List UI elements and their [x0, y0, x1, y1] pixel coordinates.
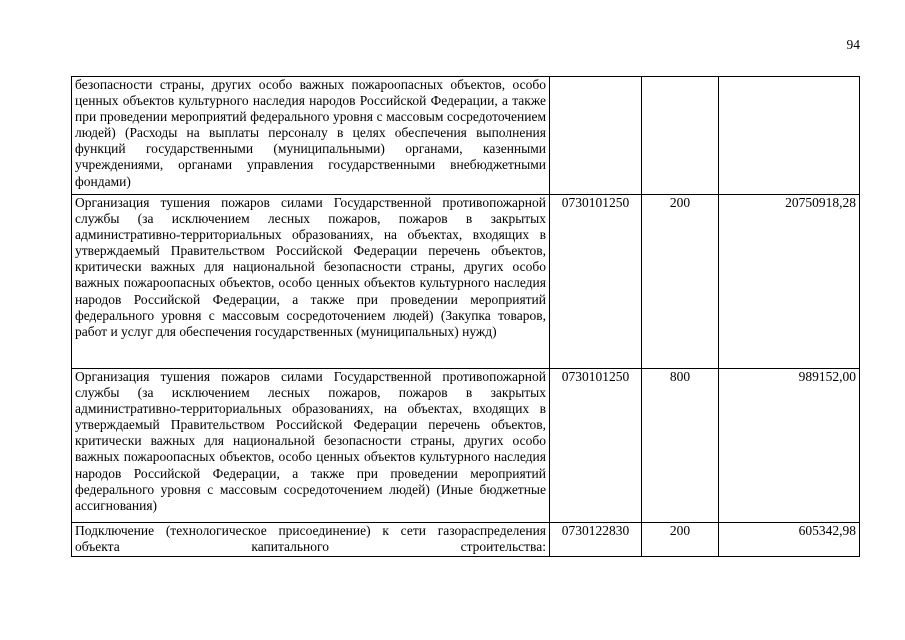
row-sum: 989152,00	[719, 369, 860, 523]
row-sum	[719, 77, 860, 195]
row-expense-kind: 200	[642, 195, 719, 369]
row-target-code: 0730101250	[550, 195, 642, 369]
row-description: безопасности страны, других особо важных пожароопасных объектов, особо ценных объектов культурного наследия народов Российской Федерации, а также при проведении мероприятий федерального уровня с массовым сосредоточением людей) (Расходы на выплаты персоналу в целях обеспечения выполнения функций государственными (муниципальными) органами, казенными учреждениями, органами управления государственными внебюджетными фондами)	[72, 77, 550, 195]
budget-table	[71, 76, 860, 557]
row-target-code: 0730101250	[550, 369, 642, 523]
page-number: 94	[846, 37, 860, 52]
row-description-text: Подключение (технологическое присоединение) к сети газораспределения объекта капитального строительства:	[75, 523, 546, 555]
row-sum: 20750918,28	[719, 195, 860, 369]
row-description	[72, 523, 550, 557]
table-row	[72, 369, 860, 523]
table-row	[72, 195, 860, 369]
table-row	[72, 77, 860, 195]
row-target-code: 0730122830	[550, 523, 642, 557]
table-row	[72, 523, 860, 557]
row-expense-kind: 200	[642, 523, 719, 557]
row-description: Организация тушения пожаров силами Государственной противопожарной службы (за исключением лесных пожаров, пожаров в закрытых административно-территориальных образованиях, на объектах, входящих в утверждаемый Правительством Российской Федерации перечень объектов, критически важных для национальной безопасности страны, других особо важных пожароопасных объектов, особо ценных объектов культурного наследия народов Российской Федерации, а также при проведении мероприятий федерального уровня с массовым сосредоточением людей) (Иные бюджетные ассигнования)	[72, 369, 550, 523]
row-target-code	[550, 77, 642, 195]
row-expense-kind	[642, 77, 719, 195]
row-expense-kind: 800	[642, 369, 719, 523]
row-sum: 605342,98	[719, 523, 860, 557]
row-description: Организация тушения пожаров силами Государственной противопожарной службы (за исключением лесных пожаров, пожаров в закрытых административно-территориальных образованиях, на объектах, входящих в утверждаемый Правительством Российской Федерации перечень объектов, критически важных для национальной безопасности страны, других особо важных пожароопасных объектов, особо ценных объектов культурного наследия народов Российской Федерации, а также при проведении мероприятий федерального уровня с массовым сосредоточением людей) (Закупка товаров, работ и услуг для обеспечения государственных (муниципальных) нужд)	[72, 195, 550, 369]
